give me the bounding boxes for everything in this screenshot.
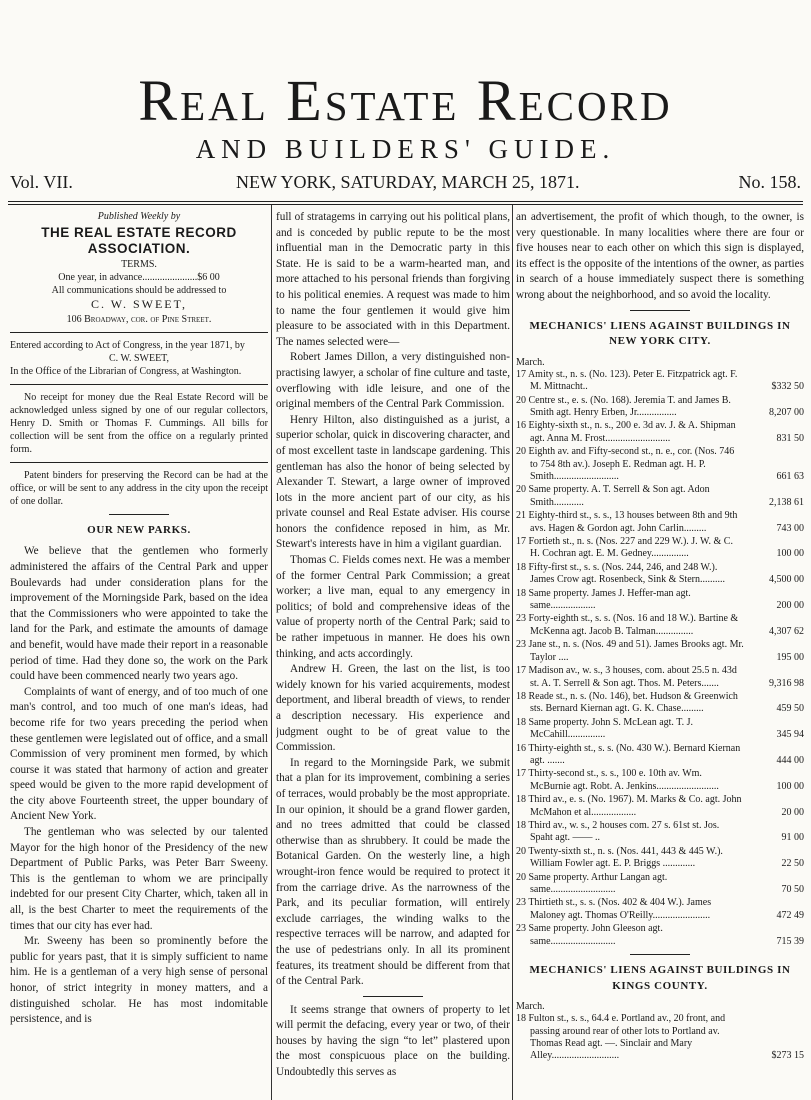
article-paragraph: Robert James Dillon, a very distinguished non-practising lawyer, a scholar of fine culture and taste, overflowing with idle leisure, and one of the original members of the Central Park Commission.	[276, 351, 510, 411]
lien-amount: 444 00	[776, 754, 804, 766]
lien-entry	[516, 562, 804, 587]
article-paragraph: The gentleman who was selected by our talented Mayor for the high honor of the Presidency of the new Department of Public Parks, was Peter Barr Sweeny. This is the gentleman to whom we are principally indebted for our present City Charter, which, taken all in all, is the best Charter to meet the requirements of the times that our city has ever had.	[10, 826, 268, 932]
liens-ny-list	[516, 369, 804, 948]
lien-entry	[516, 446, 804, 483]
article-paragraph: Henry Hilton, also distinguished as a jurist, a superior scholar, quick in discovering character, and of most excellent taste in landscape gardening. This gentleman has also the honor of being selected by Alexander T. Stewart, a large owner of improved lots in the more ancient part of our city, as his private counsel and Real Estate adviser. His course honors the confidence reposed in him, as Mr. Stewart's interests have in him a vigilant guardian.	[276, 413, 510, 551]
article-paragraph: Complaints of want of energy, and of too much of one man's control, and too much of one man's ideas, had become rife for two years preceding the period when these gentlemen were legislated out of office, and a small Commission of very prominent men formed, by which course it was stated that harmony of action and greater speed would be given to the more rapid development of the city above Fourteenth street, the upper boundary of Ancient New York.	[10, 685, 268, 823]
lien-entry	[516, 420, 804, 445]
lien-amount: 70 50	[781, 884, 804, 895]
lien-amount: 831 50	[776, 432, 804, 444]
lien-entry	[516, 717, 804, 742]
lien-amount: 91 00	[781, 832, 804, 844]
lien-amount: 4,307 62	[769, 625, 804, 637]
lien-amount: 200 00	[776, 600, 804, 612]
divider	[363, 996, 423, 997]
lien-amount: 459 50	[776, 703, 804, 715]
lien-amount: 743 00	[776, 522, 804, 534]
lien-description: 18 Same property. James J. Heffer-man agt. same..................	[516, 587, 691, 612]
lien-entry	[516, 820, 804, 845]
lien-amount: 100 00	[776, 548, 804, 560]
lien-description: 20 Centre st., e. s. (No. 168). Jeremia T. and James B. Smith agt. Henry Erben, Jr................	[516, 394, 731, 418]
masthead	[0, 70, 811, 165]
lien-description: 17 Amity st., n. s. (No. 123). Peter E. Fitzpatrick agt. F. M. Mittnacht..	[516, 368, 738, 393]
article-paragraph: We believe that the gentlemen who formerly administered the affairs of the Central Park and upper Boulevards had under consideration plans for the improvement of the Morningside Park, based on the idea that the Commissioners who were appointed to take the land for the Park, and estimate the amounts of damage and benefit, would have made their report in a reasonable period of time. Had they done so, the work on the Park could have been commenced nearly two years ago.	[10, 545, 268, 683]
copyright-name: C. W. SWEET,	[108, 352, 170, 364]
lien-amount: 661 63	[776, 471, 804, 482]
lien-entry	[516, 846, 804, 871]
lien-amount: 715 39	[776, 935, 804, 947]
liens-ny-heading: MECHANICS' LIENS AGAINST BUILDINGS IN NEW YORK CITY.	[529, 319, 791, 348]
divider	[630, 954, 690, 955]
lien-description: 18 Fulton st., s. s., 64.4 e. Portland av., 20 front, and passing around rear of other lots to Portland av. Thomas Read agt. —. Sinclair and Mary Alley...........................	[516, 1013, 726, 1062]
column-2	[276, 210, 510, 1100]
article-paragraph: full of stratagems in carrying out his political plans, and is conceded by public repute to be the most influential man in the Democratic party in this State. He is said to be a warm-hearted man, and more attached to his personal friends than forgiving to his political enemies. A request was made to him to name the four gentlemen it would give him pleasure to be associated with in this Department. The names selected were—	[276, 211, 510, 348]
notice-binders: Patent binders for preserving the Record can be had at the office, or will be sent to any address in the city upon the receipt of one dollar.	[10, 469, 268, 507]
lien-entry	[516, 639, 804, 664]
liens-kings-list	[516, 1013, 804, 1063]
liens-kings-month: March.	[516, 1001, 545, 1013]
lien-description: 20 Same property. A. T. Serrell & Son agt. Adon Smith............	[516, 484, 710, 508]
lien-entry	[516, 484, 804, 509]
dateline	[10, 172, 801, 198]
copyright-office: In the Office of the Librarian of Congress, at Washington.	[10, 365, 242, 377]
article-paragraph: an advertisement, the profit of which though, to the owner, is very questionable. In many localities where there are four or five houses near to each other on which this sign is displayed, its effect is the opposite of the intentions of the owner, as parties in search of a house immediately suspect there is something wrong about the neighborhood, and so avoid the locality.	[516, 211, 804, 301]
masthead-title: Real Estate Record	[138, 68, 673, 133]
lien-entry	[516, 872, 804, 897]
address-line: All communications should be addressed to	[51, 285, 227, 297]
article-paragraph: Andrew H. Green, the last on the list, is too widely known for his varied acquirements, modest deportment, and liberal breadth of views, to render a description necessary. His experience and judgment ought to be of great value to the Commission.	[276, 663, 510, 754]
lien-entry	[516, 613, 804, 638]
lien-entry	[516, 794, 804, 819]
lien-amount: $332 50	[771, 381, 804, 393]
lien-entry	[516, 768, 804, 793]
lien-entry	[516, 510, 804, 535]
lien-entry	[516, 743, 804, 768]
lien-description: 23 Forty-eighth st., s. s. (Nos. 16 and 18 W.). Bartine & McKenna agt. Jacob B. Talman...............	[516, 613, 739, 637]
lien-entry	[516, 923, 804, 948]
lien-entry	[516, 897, 804, 922]
issue-date: NEW YORK, SATURDAY, MARCH 25, 1871.	[236, 172, 580, 192]
column-3	[516, 210, 804, 1100]
divider	[10, 332, 268, 333]
divider	[630, 310, 690, 311]
liens-ny-month: March.	[516, 356, 545, 368]
article-paragraph: In regard to the Morningside Park, we submit that a plan for its improvement, combining a series of terraces, would probably be the most appropriate. In our opinion, it should be a grand flower garden, and no trees admitted that could be classed otherwise than as shrubbery. It could be made the Botanical Garden. On the westerly line, a high wrought-iron fence would be required to protect it from the carriage drive. As the narrowness of the Park, and its peculiar formation, will entirely exclude carriages, the winding walks to the respective terraces will be narrow, and adapted for the use of pedestrians only. In all its prominent features, its treatment should be different from that of the Central Park.	[276, 756, 510, 988]
terms-line: One year, in advance......................$6 00	[58, 272, 220, 284]
lien-description: 18 Third av., e. s. (No. 1967). M. Marks & Co. agt. John McMahon et al..................	[516, 794, 742, 818]
article-paragraph: Mr. Sweeny has been so prominently before the public for years past, that it is simply sufficient to name him. He is a gentleman of a very high sense of personal honor, of strict integrity in money matters, and a distinguished scholar. He has most indomitable persistence, and is	[10, 935, 268, 1026]
lien-amount: 472 49	[776, 909, 804, 921]
lien-description: 16 Thirty-eighth st., s. s. (No. 430 W.). Bernard Kiernan agt. .......	[516, 742, 741, 766]
article-paragraph: It seems strange that owners of property to let will permit the defacing, every year or two, of their houses by having the sign “to let” plastered upon the most conspicuous place on the building. Undoubtedly this serves as	[276, 1003, 510, 1079]
lien-description: 23 Same property. John Gleeson agt. same..........................	[516, 923, 663, 947]
masthead-subtitle: AND BUILDERS' GUIDE.	[195, 134, 616, 164]
lien-amount: 195 00	[776, 651, 804, 663]
lien-amount: 4,500 00	[769, 574, 804, 586]
lien-amount: 345 94	[776, 729, 804, 741]
lien-amount: 22 50	[781, 858, 804, 870]
lien-description: 21 Eighty-third st., s. s., 13 houses between 8th and 9th avs. Hagen & Gordon agt. John Carlin.........	[516, 510, 738, 534]
header-rule	[8, 201, 803, 202]
lien-description: 16 Eighty-sixth st., n. s., 200 e. 3d av. J. & A. Shipman agt. Anna M. Frost..........................	[516, 420, 736, 444]
article-paragraph: Thomas C. Fields comes next. He was a member of the former Central Park Commission; a great worker; a live man, equal to any emergency in politics; of bold and comprehensive ideas of the value of property north of the Central Park; said to be rather impetuous in manner. He does his own thinking, and acts accordingly.	[276, 554, 510, 660]
publisher-name: C. W. SWEET,	[90, 297, 188, 312]
lien-description: 23 Thirtieth st., s. s. (Nos. 402 & 404 W.). James Maloney agt. Thomas O'Reilly.......................	[516, 897, 712, 921]
column-1	[10, 210, 268, 1100]
lien-amount: 2,138 61	[769, 496, 804, 508]
liens-kings-heading: MECHANICS' LIENS AGAINST BUILDINGS IN KINGS COUNTY.	[529, 964, 791, 992]
lien-description: 17 Madison av., w. s., 3 houses, com. about 25.5 n. 43d st. A. T. Serrell & Son agt. Thos. M. Peters.......	[516, 665, 737, 689]
lien-amount: 20 00	[781, 806, 804, 818]
published-by: Published Weekly by	[97, 211, 181, 222]
publisher-street: 106 Broadway, cor. of Pine Street.	[66, 313, 212, 325]
lien-description: 18 Third av., w. s., 2 houses com. 27 s. 61st st. Jos. Spaht agt. —— ..	[516, 819, 720, 844]
association-name: THE REAL ESTATE RECORD ASSOCIATION.	[41, 225, 237, 256]
volume-number: Vol. VII.	[10, 172, 73, 192]
lien-description: 17 Fortieth st., n. s. (Nos. 227 and 229 W.). J. W. & C. H. Cochran agt. E. M. Gedney...............	[516, 536, 733, 560]
lien-description: 17 Thirty-second st., s. s., 100 e. 10th av. Wm. McBurnie agt. Robt. A. Jenkins.........................	[516, 768, 719, 792]
lien-entry	[516, 691, 804, 716]
lien-description: 18 Reade st., n. s. (No. 146), bet. Hudson & Greenwich sts. Bernard Kiernan agt. G. K. Chase.........	[516, 690, 738, 715]
header-rule-2	[8, 204, 803, 205]
copyright-line: Entered according to Act of Congress, in the year 1871, by	[10, 339, 245, 351]
lien-description: 23 Jane st., n. s. (Nos. 49 and 51). James Brooks agt. Mr. Taylor ....	[516, 639, 744, 663]
lien-entry	[516, 369, 804, 394]
lien-entry	[516, 395, 804, 420]
lien-amount: 8,207 00	[769, 406, 804, 418]
lien-description: 18 Fifty-first st., s. s. (Nos. 244, 246, and 248 W.). James Crow agt. Rosenbeck, Sink & Stern..........	[516, 561, 725, 586]
divider	[10, 462, 268, 463]
lien-description: 20 Same property. Arthur Langan agt. same..........................	[516, 871, 668, 895]
article-heading: OUR NEW PARKS.	[87, 523, 191, 536]
lien-entry	[516, 588, 804, 613]
lien-amount: $273 15	[771, 1050, 804, 1062]
issue-number: No. 158.	[738, 172, 801, 192]
column-divider	[271, 205, 272, 1100]
lien-entry	[516, 536, 804, 561]
lien-description: 18 Same property. John S. McLean agt. T. J. McCahill...............	[516, 716, 694, 741]
lien-entry	[516, 665, 804, 690]
lien-entry	[516, 1013, 804, 1063]
terms-label: TERMS.	[121, 259, 157, 271]
lien-description: 20 Eighth av. and Fifty-second st., n. e., cor. (Nos. 746 to 754 8th av.). Joseph E. Redman agt. H. P. Smith..........................	[516, 446, 735, 482]
lien-description: 20 Twenty-sixth st., n. s. (Nos. 441, 443 & 445 W.). William Fowler agt. E. P. Briggs .............	[516, 845, 723, 870]
notice-receipt: No receipt for money due the Real Estate Record will be acknowledged unless signed by one of our regular collectors, Henry D. Smith or Thomas F. Cummings. All bills for collection will be sent from the office on a regularly printed form.	[10, 391, 268, 455]
lien-amount: 9,316 98	[769, 677, 804, 689]
divider	[109, 514, 169, 515]
divider	[10, 384, 268, 385]
lien-amount: 100 00	[776, 780, 804, 792]
column-divider	[512, 205, 513, 1100]
